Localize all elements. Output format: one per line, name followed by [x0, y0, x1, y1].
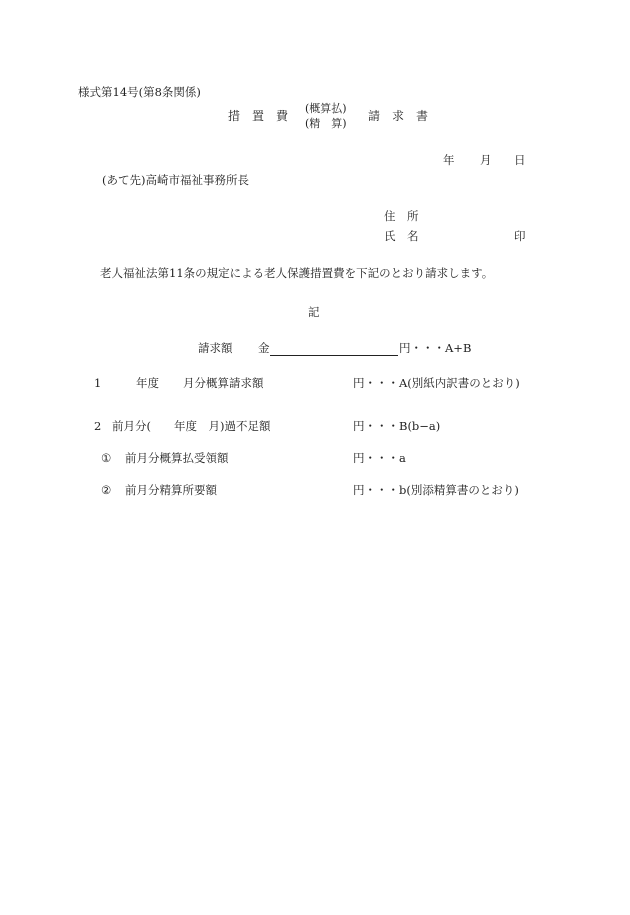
date-month: 月	[480, 153, 492, 167]
item-a-value: 円・・・a	[353, 451, 406, 465]
claim-label: 請求額	[198, 341, 233, 355]
item-1-text: 月分概算請求額	[183, 376, 264, 390]
name-label: 氏 名	[384, 229, 419, 243]
ki-label: 記	[308, 305, 320, 319]
item-a-text: 前月分概算払受領額	[125, 451, 229, 465]
item-b-value: 円・・・b(別添精算書のとおり)	[353, 483, 519, 497]
item-a-num: ①	[101, 451, 112, 465]
claim-yen-formula: 円・・・A+B	[399, 341, 472, 355]
title-suffix: 請 求 書	[368, 109, 429, 123]
item-2-value: 円・・・B(b−a)	[353, 419, 441, 433]
item-b-num: ②	[101, 483, 112, 497]
item-2-text: 前月分( 年度 月)過不足額	[112, 419, 271, 433]
item-1-nendo: 年度	[136, 376, 159, 390]
item-1-value: 円・・・A(別紙内訳書のとおり)	[353, 376, 520, 390]
seal-label: 印	[514, 229, 526, 243]
date-day: 日	[514, 153, 526, 167]
item-b-text: 前月分精算所要額	[125, 483, 217, 497]
claim-amount-line	[270, 343, 398, 356]
title-paren-bottom: (精 算)	[305, 117, 347, 130]
title-paren-top: (概算払)	[305, 102, 347, 115]
body-text: 老人福祉法第11条の規定による老人保護措置費を下記のとおり請求します。	[100, 266, 494, 280]
form-number: 様式第14号(第8条関係)	[78, 85, 201, 99]
addressee: (あて先)高崎市福祉事務所長	[102, 173, 249, 187]
address-label: 住 所	[384, 209, 419, 223]
item-2-num: 2	[94, 419, 102, 433]
date-year: 年	[443, 153, 455, 167]
title-main: 措 置 費	[228, 109, 289, 123]
claim-kin: 金	[258, 341, 270, 355]
item-1-num: 1	[94, 376, 102, 390]
